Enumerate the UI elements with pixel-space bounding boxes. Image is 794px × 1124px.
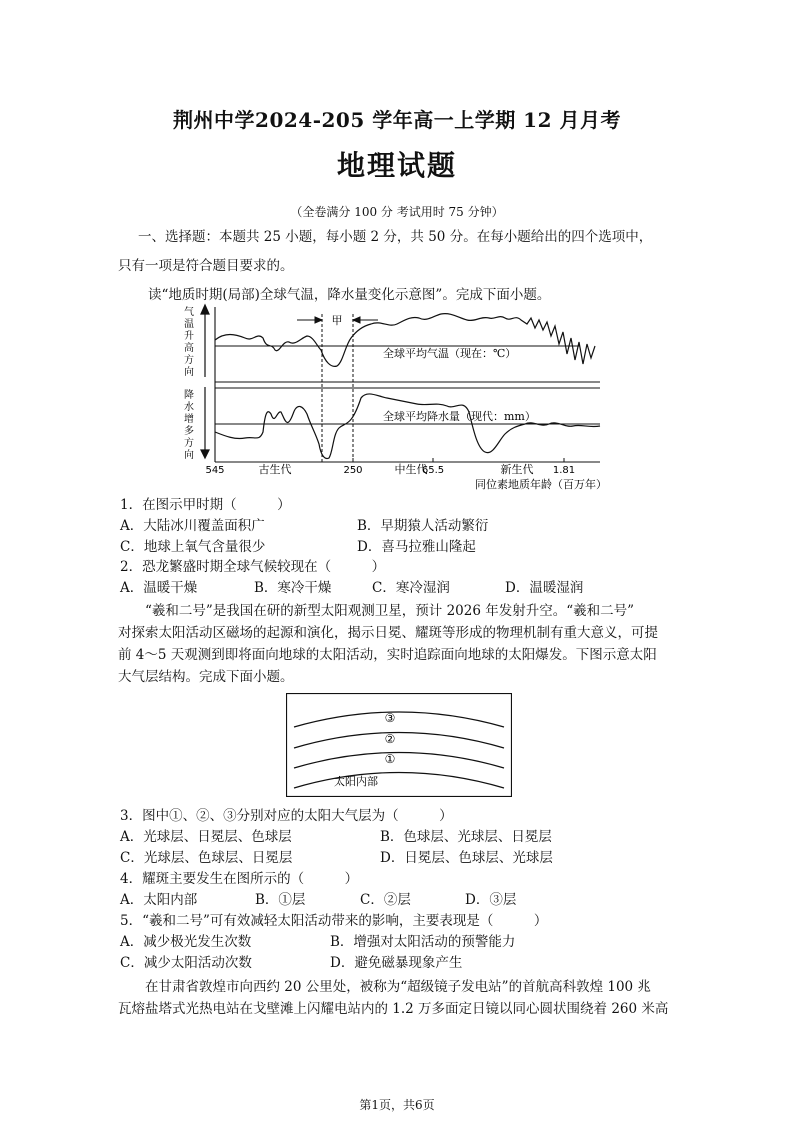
era-labels	[259, 462, 534, 476]
q1-stem: 1．在图示甲时期（ ）	[120, 497, 291, 513]
svg-text:温: 温	[184, 319, 194, 330]
q3-stem: 3．图中①、②、③分别对应的太阳大气层为（ ）	[120, 808, 453, 824]
svg-text:气: 气	[184, 307, 194, 318]
page-number: 第1页，共6页	[359, 1098, 435, 1112]
layer-3-label: ③	[384, 711, 396, 725]
q1-option-d[interactable]: D．喜马拉雅山隆起	[357, 539, 476, 555]
q1-option-a[interactable]: A．大陆冰川覆盖面积广	[120, 518, 265, 534]
precip-average-label: 全球平均降水量（现代：mm）	[383, 410, 536, 423]
passage-1: 读“地质时期(局部)全球气温，降水量变化示意图”。完成下面小题。	[148, 287, 551, 303]
period-jia-label: 甲	[331, 314, 343, 327]
svg-text:多: 多	[184, 426, 194, 437]
layer-1-label: ①	[384, 752, 396, 766]
temp-axis-label	[184, 306, 194, 378]
precipitation-curve	[215, 394, 600, 459]
q5-option-c[interactable]: C．减少太阳活动次数	[120, 955, 252, 971]
svg-text:545: 545	[205, 465, 225, 476]
section-intro-line1: 一、选择题：本题共 25 小题，每小题 2 分，共 50 分。在每小题给出的四个选项中，	[138, 229, 653, 245]
q3-option-d[interactable]: D．日冕层、色球层、光球层	[380, 850, 553, 866]
precip-axis-label	[184, 388, 194, 461]
svg-text:向: 向	[184, 450, 194, 461]
svg-text:65.5: 65.5	[421, 465, 445, 476]
passage-2-line2: 对探索太阳活动区磁场的起源和演化，揭示日冕、耀斑等形成的物理机制有重大意义，可提	[118, 625, 658, 641]
svg-text:增: 增	[184, 414, 194, 425]
subject-title: 地理试题	[336, 149, 457, 182]
q1-option-b[interactable]: B．早期猿人活动繁衍	[357, 518, 489, 534]
passage-2-line1: “羲和二号”是我国在研的新型太阳观测卫星，预计 2026 年发射升空。“羲和二号”	[145, 603, 635, 619]
svg-text:降: 降	[184, 390, 194, 401]
svg-text:方: 方	[184, 438, 194, 449]
svg-text:250: 250	[343, 465, 363, 476]
sun-interior-label: 太阳内部	[334, 775, 378, 788]
layer-arcs	[294, 712, 504, 788]
svg-text:古生代: 古生代	[258, 463, 292, 476]
q5-option-a[interactable]: A．减少极光发生次数	[120, 934, 252, 950]
direction-arrows	[201, 305, 209, 458]
q4-option-b[interactable]: B．①层	[255, 892, 306, 908]
svg-text:高: 高	[184, 343, 194, 354]
section-intro-line2: 只有一项是符合题目要求的。	[118, 258, 294, 274]
passage-2-line3: 前 4～5 天观测到即将面向地球的太阳活动，实时追踪面向地球的太阳爆发。下图示意太阳	[118, 647, 657, 663]
climate-figure	[175, 302, 615, 492]
passage-2-line4: 大气层结构。完成下面小题。	[118, 669, 294, 685]
q5-option-d[interactable]: D．避免磁暴现象产生	[330, 955, 463, 971]
chart-frame	[215, 307, 600, 462]
exam-note: （全卷满分 100 分 考试用时 75 分钟）	[290, 205, 504, 219]
svg-text:新生代: 新生代	[500, 463, 534, 476]
q2-option-b[interactable]: B．寒冷干燥	[254, 580, 332, 596]
q3-option-b[interactable]: B．色球层、光球层、日冕层	[380, 829, 552, 845]
q3-option-a[interactable]: A．光球层、日冕层、色球层	[120, 829, 292, 845]
q1-option-c[interactable]: C．地球上氧气含量很少	[120, 539, 266, 555]
q2-option-a[interactable]: A．温暖干燥	[120, 580, 198, 596]
q5-stem: 5．“羲和二号”可有效减轻太阳活动带来的影响，主要表现是（ ）	[120, 913, 548, 929]
passage-3-line1: 在甘肃省敦煌市向西约 20 公里处，被称为“超级镜子发电站”的首航高科敦煌 100 兆	[145, 979, 651, 995]
exam-title: 荆州中学2024-205 学年高一上学期 12 月月考	[173, 108, 621, 132]
svg-text:向: 向	[184, 367, 194, 378]
q4-option-d[interactable]: D．③层	[465, 892, 517, 908]
sun-layers-figure	[286, 693, 512, 797]
layer-2-label: ②	[384, 732, 396, 746]
q2-option-c[interactable]: C．寒冷湿润	[372, 580, 450, 596]
q4-option-a[interactable]: A．太阳内部	[120, 892, 198, 908]
q2-stem: 2．恐龙繁盛时期全球气候较现在（ ）	[120, 559, 386, 575]
svg-text:中生代: 中生代	[394, 463, 428, 476]
q5-option-b[interactable]: B．增强对太阳活动的预警能力	[330, 934, 516, 950]
svg-text:升: 升	[184, 331, 194, 342]
passage-3-line2: 瓦熔盐塔式光热电站在戈壁滩上闪耀电站内的 1.2 万多面定日镜以同心圆状围绕着 260 米高	[118, 1001, 669, 1017]
x-axis-label: 同位素地质年龄（百万年）	[475, 478, 607, 491]
svg-text:1.81: 1.81	[552, 465, 576, 476]
svg-text:方: 方	[184, 355, 194, 366]
q2-option-d[interactable]: D．温暖湿润	[505, 580, 584, 596]
tick-marks	[353, 458, 564, 462]
q4-stem: 4．耀斑主要发生在图所示的（ ）	[120, 871, 359, 887]
svg-text:水: 水	[184, 402, 194, 413]
temp-average-label: 全球平均气温（现在：℃）	[383, 347, 517, 360]
q4-option-c[interactable]: C．②层	[360, 892, 411, 908]
q3-option-c[interactable]: C．光球层、色球层、日冕层	[120, 850, 293, 866]
